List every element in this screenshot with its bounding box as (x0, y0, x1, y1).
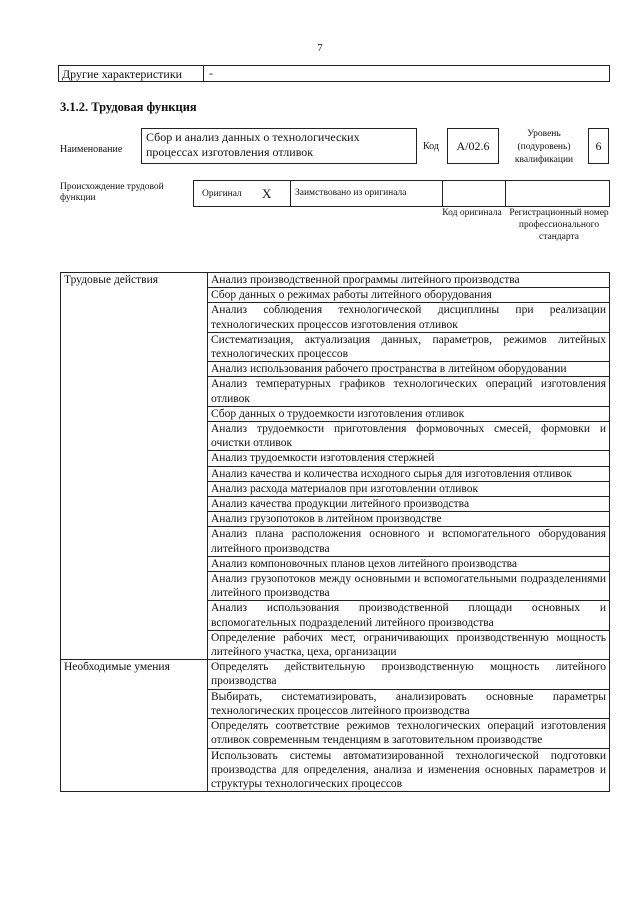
labor-action-item: Анализ трудоемкости приготовления формовочных смесей, формовки и очистки отливок (208, 422, 610, 451)
required-skill-row (61, 660, 610, 689)
origin-divider-1 (290, 181, 291, 206)
origin-table (193, 180, 610, 207)
required-skill-label: Необходимые умения (61, 660, 208, 792)
labor-action-item: Сбор данных о трудоемкости изготовления отливок (208, 406, 610, 421)
labor-action-label: Трудовые действия (61, 273, 208, 660)
other-characteristics-divider (203, 66, 204, 81)
labor-action-item: Анализ качества и количества исходного сырья для изготовления отливок (208, 466, 610, 481)
function-table (60, 272, 610, 792)
code-original-caption: Код оригинала (442, 208, 502, 218)
labor-action-item: Анализ грузопотоков в литейном производстве (208, 512, 610, 527)
other-characteristics-label: Другие характеристики (62, 67, 183, 81)
original-label: Оригинал (202, 189, 242, 199)
origin-label: Происхождение трудовой функции (60, 182, 164, 203)
labor-action-item: Анализ производственной программы литейного производства (208, 273, 610, 288)
labor-action-item: Анализ соблюдения технологической дисциплины при реализации технологических процессов изготовления отливок (208, 303, 610, 332)
labor-action-row (61, 273, 610, 288)
origin-divider-3 (505, 181, 506, 206)
required-skill-item: Использовать системы автоматизированной технологической подготовки производства для определения, анализа и изменения основных параметров и структуры технологических процессов (208, 748, 610, 792)
reg-number-caption: Регистрационный номер профессионального стандарта (509, 208, 609, 242)
code-value-field (447, 128, 499, 164)
borrowed-label: Заимствовано из оригинала (295, 188, 407, 198)
original-mark: X (262, 186, 272, 201)
labor-action-item: Анализ температурных графиков технологических операций изготовления отливок (208, 377, 610, 406)
function-name-field (141, 128, 417, 164)
labor-action-item: Сбор данных о режимах работы литейного оборудования (208, 288, 610, 303)
labor-action-item: Анализ трудоемкости изготовления стержней (208, 451, 610, 466)
section-title: 3.1.2. Трудовая функция (60, 100, 197, 114)
page-number: 7 (317, 42, 323, 54)
labor-action-item: Определение рабочих мест, ограничивающих производственную мощность литейного участка, цеха, организации (208, 630, 610, 659)
naming-label: Наименование (60, 144, 123, 155)
labor-action-item: Анализ грузопотоков между основными и вспомогательными подразделениями литейного производства (208, 572, 610, 601)
other-characteristics-value: - (209, 66, 213, 80)
required-skill-item: Определять соответствие режимов технологических операций изготовления отливок современным тенденциям в заготовительном производстве (208, 719, 610, 748)
code-label: Код (423, 141, 439, 152)
origin-divider-2 (442, 181, 443, 206)
labor-action-item: Анализ использования рабочего пространства в литейном оборудовании (208, 362, 610, 377)
labor-action-item: Систематизация, актуализация данных, параметров, режимов литейных технологических процессов (208, 332, 610, 361)
qualification-level-label: Уровень (подуровень) квалификации (514, 129, 574, 165)
required-skill-item: Выбирать, систематизировать, анализировать основные параметры технологических процессов литейного производства (208, 689, 610, 718)
labor-action-item: Анализ расхода материалов при изготовлении отливок (208, 481, 610, 496)
qualification-level-value: 6 (595, 139, 602, 153)
labor-action-item: Анализ компоновочных планов цехов литейного производства (208, 556, 610, 571)
labor-action-item: Анализ качества продукции литейного производства (208, 497, 610, 512)
code-value: А/02.6 (456, 139, 490, 153)
labor-action-item: Анализ плана расположения основного и вспомогательного оборудования литейного производства (208, 527, 610, 556)
function-name-text: Сбор и анализ данных о технологических процессах изготовления отливок (146, 130, 360, 159)
labor-action-item: Анализ использования производственной площади основных и вспомогательных подразделений литейного производства (208, 601, 610, 630)
required-skill-item: Определять действительную производственную мощность литейного производства (208, 660, 610, 689)
qualification-level-field (588, 128, 609, 164)
other-characteristics-row (58, 65, 610, 82)
